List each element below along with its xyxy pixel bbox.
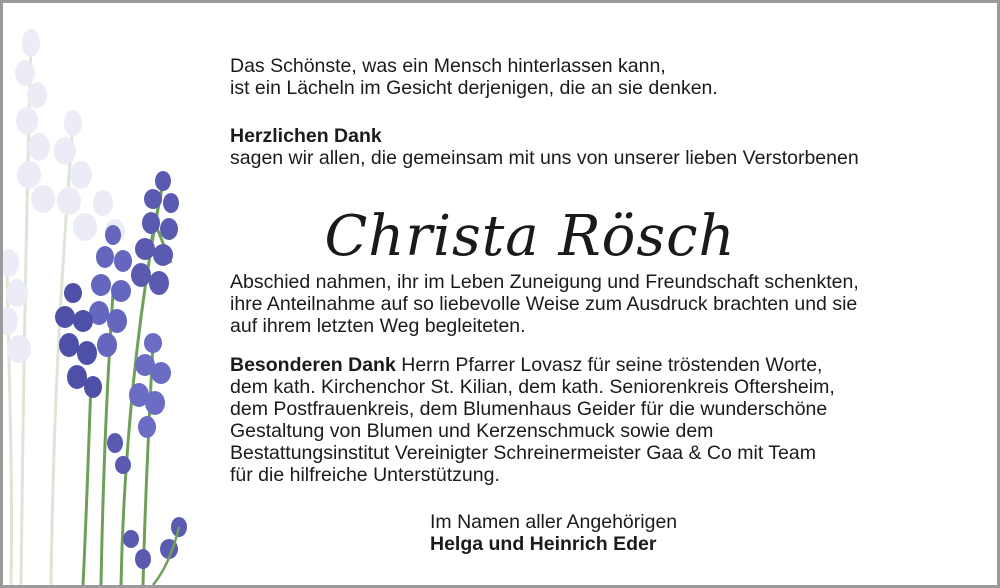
signature-intro: Im Namen aller Angehörigen [430,511,678,533]
special-thanks-lead: Besonderen Dank [230,354,396,376]
farewell-paragraph [230,271,859,337]
special-thanks-line: für die hilfreiche Unterstützung. [230,464,500,486]
signature-names: Helga und Heinrich Eder [430,533,657,555]
deceased-name: Christa Rösch [324,204,736,269]
special-thanks-line [230,354,835,376]
special-thanks-line: Gestaltung von Blumen und Kerzenschmuck sowie dem [230,420,714,442]
thanks-heading: Herzlichen Dank [230,125,382,147]
quote-line: Das Schönste, was ein Mensch hinterlassen kann, [230,55,666,77]
special-thanks-line: dem kath. Kirchenchor St. Kilian, dem kath. Seniorenkreis Oftersheim, [230,376,835,398]
farewell-line: ihre Anteilnahme auf so liebevolle Weise zum Ausdruck brachten und sie [230,293,858,315]
farewell-line: auf ihrem letzten Weg begleiteten. [230,315,526,337]
lavender-flowers-icon [3,3,218,585]
special-thanks-line: Bestattungsinstitut Vereinigter Schreinermeister Gaa & Co mit Team [230,442,816,464]
thanks-line: sagen wir allen, die gemeinsam mit uns von unserer lieben Verstorbenen [230,147,859,169]
special-thanks-text: Herrn Pfarrer Lovasz für seine tröstenden Worte, [395,354,823,376]
special-thanks-paragraph [230,354,835,486]
quote [230,55,718,99]
farewell-line: Abschied nahmen, ihr im Leben Zuneigung und Freundschaft schenkten, [230,271,859,293]
special-thanks-line: dem Postfrauenkreis, dem Blumenhaus Geider für die wunderschöne [230,398,828,420]
signature [430,511,677,555]
thanks-section [230,125,859,169]
quote-line: ist ein Lächeln im Gesicht derjenigen, die an sie denken. [230,77,718,99]
